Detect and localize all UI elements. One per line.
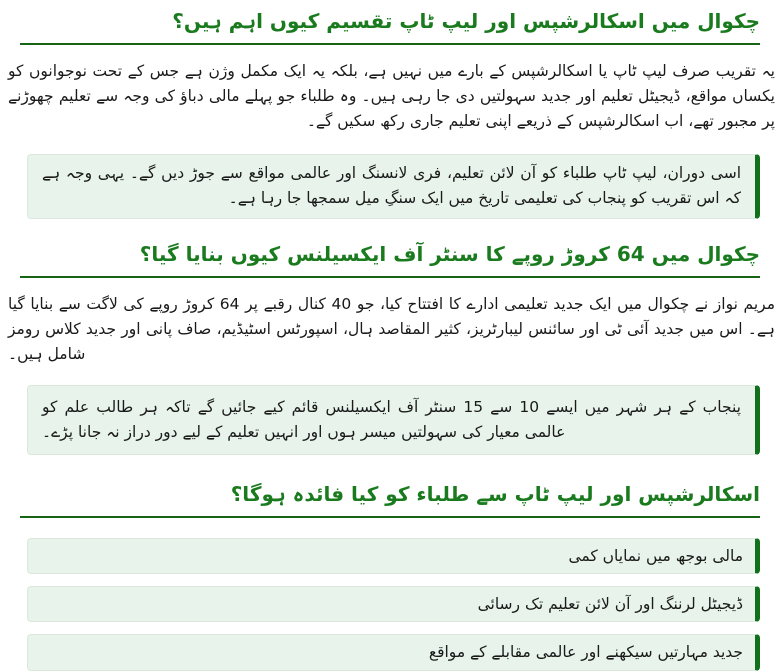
callout-laptops-milestone — [27, 154, 760, 218]
callout-laptops-milestone-text: اسی دوران، لیپ ٹاپ طلباء کو آن لائن تعلیم، فری لانسنگ اور عالمی مواقع سے جوڑ دیں گے۔ یہی وجہ ہے کہ اس تقریب کو پنجاب کی تعلیمی تاریخ میں ایک سنگِ میل سمجھا جا رہا ہے۔ — [42, 164, 741, 208]
section-heading-student-benefits: اسکالرشپس اور لیپ ٹاپ سے طلباء کو کیا فائدہ ہوگا؟ — [20, 481, 760, 518]
callout-centers-expansion-text: پنجاب کے ہر شہر میں ایسے 10 سے 15 سنٹر آف ایکسیلنس قائم کیے جائیں گے تاکہ ہر طالب علم کو عالمی معیار کی سہولتیں میسر ہوں اور انہیں تعلیم کے لیے دور دراز نہ جانا پڑے۔ — [42, 397, 741, 441]
section-heading-center-of-excellence: چکوال میں 64 کروڑ روپے کا سنٹر آف ایکسیلنس کیوں بنایا گیا؟ — [20, 241, 760, 278]
section-center-of-excellence — [0, 241, 783, 456]
callout-centers-expansion — [27, 385, 760, 455]
benefit-item-digital-learning: ڈیجیٹل لرننگ اور آن لائن تعلیم تک رسائی — [27, 586, 760, 622]
paragraph-center-inauguration: مریم نواز نے چکوال میں ایک جدید تعلیمی ادارے کا افتتاح کیا، جو 40 کنال رقبے پر 64 کروڑ روپے کی لاگت سے بنایا گیا ہے۔ اس میں جدید آئی ٹی اور سائنس لیبارٹریز، کثیر المقاصد ہال، اسپورٹس اسٹیڈیم، صاف پانی اور جدید کلاس رومز شامل ہیں۔ — [8, 294, 775, 363]
paragraph-scholarships-vision: یہ تقریب صرف لیپ ٹاپ یا اسکالرشپس کے بارے میں نہیں ہے، بلکہ یہ ایک مکمل وژن ہے جس کے تحت نوجوانوں کو یکساں مواقع، ڈیجیٹل تعلیم اور جدید سہولتیں دی جا رہی ہیں۔ وہ طلباء جو پہلے مالی دباؤ کی وجہ سے تعلیم چھوڑنے پر مجبور تھے، اب اسکالرشپس کے ذریعے اپنی تعلیم جاری رکھ سکیں گے۔ — [8, 62, 775, 131]
section-student-benefits — [0, 481, 783, 670]
section-heading-scholarships-importance: چکوال میں اسکالرشپس اور لیپ ٹاپ تقسیم کیوں اہم ہیں؟ — [20, 8, 760, 45]
benefit-item-modern-skills: جدید مہارتیں سیکھنے اور عالمی مقابلے کے مواقع — [27, 634, 760, 670]
section-scholarships-importance — [0, 8, 783, 219]
benefit-item-financial-relief: مالی بوجھ میں نمایاں کمی — [27, 538, 760, 574]
benefit-list — [0, 538, 783, 670]
